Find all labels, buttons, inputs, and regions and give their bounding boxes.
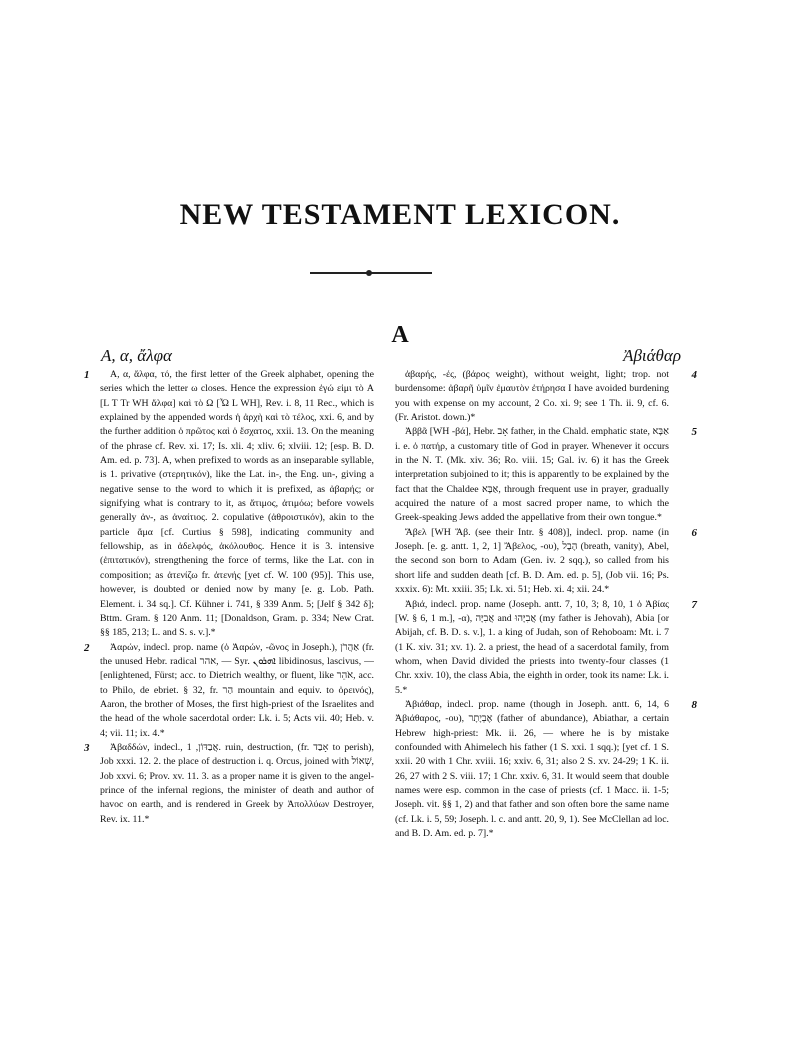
entry-number: 5 [691,426,697,439]
lexicon-entry [395,368,697,425]
left-running-headword: A, α, ἄλφα [101,346,172,365]
entry-number: 2 [84,641,90,654]
entry-text: ἀβαρής, -ές, (βάρος weight), without weight, light; trop. not burdensome: ἀβαρῆ ὑμῖν ἐμαυτὸν ἐτήρησα I have avoided burdening you with expense on my account, 2 Co. xi. 9; see 1 Th. ii. 9, cf. 6. (Fr. Aristot. down.)* [395,369,669,424]
lexicon-entry [395,425,697,525]
left-column [84,368,374,827]
entry-number: 3 [84,741,90,754]
right-column [395,368,697,841]
entry-text: Ἄβελ [WH Ἅβ. (see their Intr. § 408)], indecl. prop. name (in Joseph. [e. g. antt. 1, 2, 1] Ἄβελος, -ου), הֶבֶל (breath, vanity), Abel, the second son born to Adam (Gen. iv. 2 sqq.), so called from his short life and sudden death [cf. B. D. Am. ed. p. 5], (Job vii. 16; Ps. xxxix. 6): Mt. xxiii. 35; Lk. xi. 51; Heb. xi. 4; xii. 24.* [395,526,669,596]
lexicon-entry [395,598,697,698]
entry-text: Ἀβιά, indecl. prop. name (Joseph. antt. 7, 10, 3; 8, 10, 1 ὁ Ἀβίας [W. § 6, 1 m.], -α), אֲבִיָּה and אֲבִיָּהוּ (my father is Jehovah), Abia [or Abijah, cf. B. D. s. v.], 1. a king of Judah, son of Rehoboam: Mt. i. 7 (1 K. xiv. 31; xv. 1). 2. a priest, the head of a sacerdotal family, from whom, when David divided the priests into twenty-four classes (1 Chr. xxiv. 10), the class Abia, the eighth in order, took its name: Lk. i. 5.* [395,598,670,696]
lexicon-entry [84,641,374,741]
entry-number: 6 [691,526,697,539]
lexicon-entry [84,368,374,641]
entry-text: Ἀβαδδών, indecl., אֲבַדּוֹן, 1. ruin, destruction, (fr. אָבַד to perish), Job xxxi. 12. 2. the place of destruction i. q. Orcus, joined with שְׁאוֹל, Job xxvi. 6; Prov. xv. 11. 3. as a proper name it is given to the angel-prince of the infernal regions, the minister of death and author of havoc on earth, and is rendered in Greek by Ἀπολλύων Destroyer, Rev. ix. 11.* [100,741,374,825]
entry-text: Ἀββᾶ [WH -βά], Hebr. אָב father, in the Chald. emphatic state, אַבָּא i. e. ὁ πατήρ, a customary title of God in prayer. Whenever it occurs in the N. T. (Mk. xiv. 36; Ro. viii. 15; Gal. iv. 6) it has the Greek interpretation subjoined to it; this is apparently to be explained by the fact that the Chaldee אַבָּא, through frequent use in prayer, gradually acquired the nature of a most sacred proper name, to which the Greek-speaking Jews added the appellative from their own tongue.* [395,426,669,524]
entry-number: 1 [84,369,90,381]
lexicon-entry [84,741,374,827]
entry-text: Ἀαρών, indecl. prop. name (ὁ Ἀαρών, -ῶνος in Joseph.), אַהֲרֹן (fr. the unused Hebr. radical אהר, — Syr. ܐܗܪܘܢ libidinosus, lascivus, — [enlightened, Fürst; acc. to Dietrich wealthy, or fluent, like אֹהֵר, acc. to Philo, de ebriet. § 32, fr. הַר mountain and equiv. to ὀρεινός), Aaron, the brother of Moses, the first high-priest of the Israelites and the head of the whole sacerdotal order: Lk. i. 5; Acts vii. 40; Heb. v. 4; vii. 11; ix. 4.* [100,641,374,739]
ornamental-rule-dot [366,270,372,276]
entry-text: A, α, ἄλφα, τό, the first letter of the Greek alphabet, opening the series which the letter ω closes. Hence the expression ἐγώ εἰμι τὸ A [L T Tr WH ἄλφα] καὶ τὸ Ω [Ὦ L WH], Rev. i. 8, 11 Rec., which is explained by the appended words ἡ ἀρχὴ καὶ τὸ τέλος, xxi. 6, and by the further addition ὁ πρῶτος καὶ ὁ ἔσχατος, xxii. 13. On the meaning of the phrase cf. Rev. xi. 17; Is. xli. 4; xliv. 6; xlviii. 12; [esp. B. D. Am. ed. p. 73]. A, when prefixed to words as an inseparable syllable, is 1. privative (στερητικόν), like the Lat. in-, the Eng. un-, giving a negative sense to the word to which it is prefixed, as ἀβαρής; or signifying what is contrary to it, as ἄτιμος, ἀτιμόω; before vowels generally ἀν-, as ἀναίτιος. 2. copulative (ἀθροιστικόν), akin to the particle ἅμα [cf. Curtius § 598], indicating community and fellowship, as in ἀδελφός, ἀκόλουθος. Hence it is 3. intensive (ἐπιτατικόν), strengthening the force of terms, like the Lat. con in composition; as ἀτενίζω fr. ἀτενής [yet cf. W. 100 (95)]. This use, however, is doubted or denied now by many [e. g. Lob. Path. Element. i. 34 sq.]. Cf. Kühner i. 741, § 339 Anm. 5; [Jelf § 342 δ]; Bttm. Gram. § 120 Anm. 11; [Donaldson, Gram. p. 334; New Crat. §§ 185, 213; L. and S. s. v.].* [100,369,374,639]
entry-number: 7 [691,598,697,611]
entry-text: Ἀβιάθαρ, indecl. prop. name (though in Joseph. antt. 6, 14, 6 Ἀβιάθαρος, -ου), אֶבְיָתָר (father of abundance), Abiathar, a certain Hebrew high-priest: Mk. ii. 26, — where he is by mistake confounded with Ahimelech his father (1 S. xxi. 1 sqq.); [yet cf. 1 S. xxii. 20 with 1 Chr. xviii. 16; xxiv. 6, 31; also 2 S. xv. 24-29; 1 K. ii. 26, 27 with 2 S. viii. 17; 1 Chr. xxiv. 6, 31. It would seem that double names were esp. common in the case of priests (cf. 1 Macc. ii. 1-5; Joseph. vit. §§ 1, 2) and that father and son often bore the same name (cf. Lk. i. 5, 59; Joseph. l. c. and antt. 20, 9, 1). See McClellan ad loc. and B. D. Am. ed. p. 7].* [395,698,669,839]
right-running-headword: Ἀβιάθαρ [623,346,681,365]
page-title: NEW TESTAMENT LEXICON. [179,198,621,231]
section-letter: A [391,322,409,348]
entry-number: 8 [691,698,697,711]
lexicon-entry [395,698,697,841]
entry-number: 4 [691,369,697,381]
lexicon-entry [395,526,697,598]
